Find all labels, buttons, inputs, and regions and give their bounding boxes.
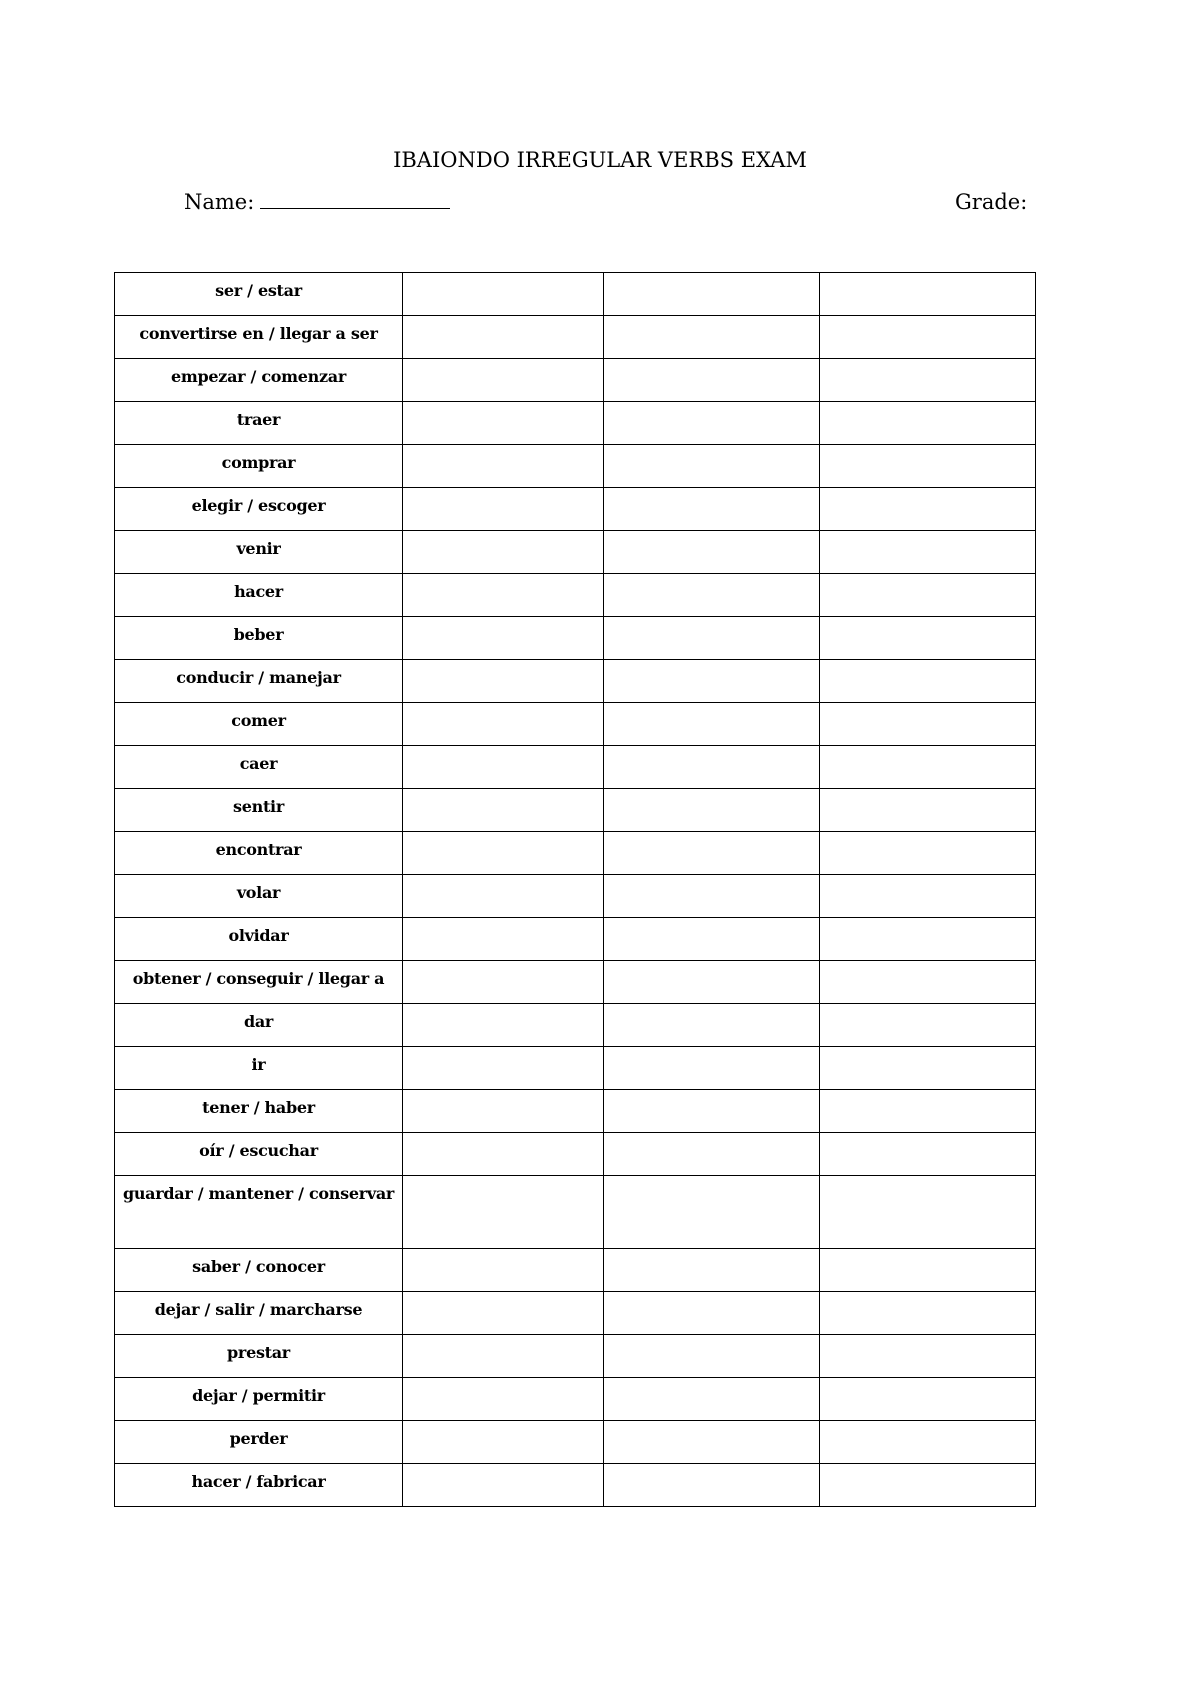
table-row [115, 918, 1036, 961]
table-row [115, 316, 1036, 359]
table-row [115, 1249, 1036, 1292]
answer-cell[interactable] [820, 1292, 1036, 1335]
answer-cell[interactable] [820, 746, 1036, 789]
answer-cell[interactable] [820, 617, 1036, 660]
answer-cell[interactable] [820, 402, 1036, 445]
verb-cell: dejar / salir / marcharse [115, 1292, 403, 1335]
answer-cell[interactable] [403, 574, 604, 617]
verb-cell: dar [115, 1004, 403, 1047]
verb-cell: oír / escuchar [115, 1133, 403, 1176]
table-row [115, 1133, 1036, 1176]
answer-cell[interactable] [403, 703, 604, 746]
answer-cell[interactable] [403, 359, 604, 402]
answer-cell[interactable] [403, 660, 604, 703]
answer-cell[interactable] [820, 660, 1036, 703]
answer-cell[interactable] [604, 402, 820, 445]
answer-cell[interactable] [820, 1133, 1036, 1176]
verb-cell: ir [115, 1047, 403, 1090]
verb-cell: encontrar [115, 832, 403, 875]
answer-cell[interactable] [604, 1378, 820, 1421]
answer-cell[interactable] [820, 875, 1036, 918]
table-row [115, 875, 1036, 918]
answer-cell[interactable] [604, 660, 820, 703]
answer-cell[interactable] [403, 1090, 604, 1133]
answer-cell[interactable] [604, 359, 820, 402]
verb-cell: olvidar [115, 918, 403, 961]
table-row [115, 445, 1036, 488]
answer-cell[interactable] [604, 1176, 820, 1249]
answer-cell[interactable] [604, 1133, 820, 1176]
table-row [115, 359, 1036, 402]
answer-cell[interactable] [403, 445, 604, 488]
answer-cell[interactable] [403, 875, 604, 918]
table-row [115, 1464, 1036, 1507]
answer-cell[interactable] [604, 273, 820, 316]
table-row [115, 531, 1036, 574]
verb-cell: tener / haber [115, 1090, 403, 1133]
verb-cell: conducir / manejar [115, 660, 403, 703]
verb-cell: volar [115, 875, 403, 918]
answer-cell[interactable] [403, 273, 604, 316]
answer-cell[interactable] [604, 617, 820, 660]
verb-cell: empezar / comenzar [115, 359, 403, 402]
table-row [115, 1047, 1036, 1090]
answer-cell[interactable] [403, 961, 604, 1004]
verb-cell: hacer [115, 574, 403, 617]
answer-cell[interactable] [403, 531, 604, 574]
answer-cell[interactable] [604, 1090, 820, 1133]
answer-cell[interactable] [820, 1004, 1036, 1047]
verb-cell: obtener / conseguir / llegar a [115, 961, 403, 1004]
answer-cell[interactable] [604, 488, 820, 531]
table-row [115, 961, 1036, 1004]
answer-cell[interactable] [403, 1047, 604, 1090]
table-row [115, 660, 1036, 703]
answer-cell[interactable] [403, 1421, 604, 1464]
table-row [115, 402, 1036, 445]
answer-cell[interactable] [820, 359, 1036, 402]
answer-cell[interactable] [820, 1335, 1036, 1378]
verb-cell: dejar / permitir [115, 1378, 403, 1421]
table-row [115, 1090, 1036, 1133]
answer-cell[interactable] [820, 531, 1036, 574]
table-row [115, 789, 1036, 832]
verb-cell: hacer / fabricar [115, 1464, 403, 1507]
table-row [115, 273, 1036, 316]
answer-cell[interactable] [403, 488, 604, 531]
answer-cell[interactable] [604, 316, 820, 359]
name-blank-line[interactable] [260, 190, 450, 209]
verb-cell: venir [115, 531, 403, 574]
answer-cell[interactable] [403, 617, 604, 660]
verb-cell: convertirse en / llegar a ser [115, 316, 403, 359]
answer-cell[interactable] [403, 1133, 604, 1176]
answer-cell[interactable] [604, 746, 820, 789]
verb-cell: sentir [115, 789, 403, 832]
answer-cell[interactable] [604, 918, 820, 961]
table-row [115, 832, 1036, 875]
answer-cell[interactable] [604, 1335, 820, 1378]
answer-cell[interactable] [820, 832, 1036, 875]
table-row [115, 617, 1036, 660]
answer-cell[interactable] [604, 1421, 820, 1464]
answer-cell[interactable] [403, 1004, 604, 1047]
answer-cell[interactable] [820, 488, 1036, 531]
answer-cell[interactable] [820, 1090, 1036, 1133]
answer-cell[interactable] [820, 273, 1036, 316]
answer-cell[interactable] [820, 918, 1036, 961]
answer-cell[interactable] [604, 832, 820, 875]
exam-title: IBAIONDO IRREGULAR VERBS EXAM [393, 148, 807, 172]
answer-cell[interactable] [604, 1464, 820, 1507]
grade-field [955, 188, 1027, 216]
answer-cell[interactable] [820, 1249, 1036, 1292]
verb-cell: comprar [115, 445, 403, 488]
answer-cell[interactable] [403, 1249, 604, 1292]
answer-cell[interactable] [604, 875, 820, 918]
table-row [115, 1292, 1036, 1335]
answer-cell[interactable] [604, 1004, 820, 1047]
verb-cell: comer [115, 703, 403, 746]
table-row [115, 574, 1036, 617]
name-field [184, 188, 450, 216]
answer-cell[interactable] [403, 918, 604, 961]
answer-cell[interactable] [604, 1249, 820, 1292]
answer-cell[interactable] [820, 789, 1036, 832]
answer-cell[interactable] [403, 746, 604, 789]
verb-cell: ser / estar [115, 273, 403, 316]
answer-cell[interactable] [604, 574, 820, 617]
answer-cell[interactable] [403, 402, 604, 445]
answer-cell[interactable] [403, 789, 604, 832]
verb-cell: guardar / mantener / conservar [115, 1176, 403, 1249]
verb-cell: caer [115, 746, 403, 789]
verb-cell: prestar [115, 1335, 403, 1378]
answer-cell[interactable] [820, 316, 1036, 359]
answer-cell[interactable] [820, 574, 1036, 617]
verb-cell: beber [115, 617, 403, 660]
answer-cell[interactable] [403, 1464, 604, 1507]
verb-cell: saber / conocer [115, 1249, 403, 1292]
answer-cell[interactable] [820, 703, 1036, 746]
answer-cell[interactable] [403, 1378, 604, 1421]
verbs-table [114, 272, 1036, 1507]
answer-cell[interactable] [604, 961, 820, 1004]
verb-cell: perder [115, 1421, 403, 1464]
answer-cell[interactable] [820, 1176, 1036, 1249]
answer-cell[interactable] [604, 1047, 820, 1090]
table-row [115, 1004, 1036, 1047]
verb-cell: elegir / escoger [115, 488, 403, 531]
answer-cell[interactable] [820, 961, 1036, 1004]
table-row [115, 1335, 1036, 1378]
answer-cell[interactable] [820, 1047, 1036, 1090]
table-row [115, 488, 1036, 531]
name-label: Name: [184, 190, 255, 214]
grade-label: Grade: [955, 190, 1028, 214]
answer-cell[interactable] [403, 316, 604, 359]
table-row [115, 703, 1036, 746]
table-row [115, 746, 1036, 789]
answer-cell[interactable] [604, 445, 820, 488]
table-row [115, 1421, 1036, 1464]
answer-cell[interactable] [820, 1464, 1036, 1507]
answer-cell[interactable] [820, 445, 1036, 488]
answer-cell[interactable] [604, 531, 820, 574]
answer-cell[interactable] [820, 1421, 1036, 1464]
answer-cell[interactable] [403, 832, 604, 875]
answer-cell[interactable] [820, 1378, 1036, 1421]
answer-cell[interactable] [403, 1335, 604, 1378]
answer-cell[interactable] [604, 789, 820, 832]
table-row [115, 1176, 1036, 1249]
answer-cell[interactable] [604, 1292, 820, 1335]
answer-cell[interactable] [604, 703, 820, 746]
verb-cell: traer [115, 402, 403, 445]
answer-cell[interactable] [403, 1176, 604, 1249]
table-row [115, 1378, 1036, 1421]
answer-cell[interactable] [403, 1292, 604, 1335]
